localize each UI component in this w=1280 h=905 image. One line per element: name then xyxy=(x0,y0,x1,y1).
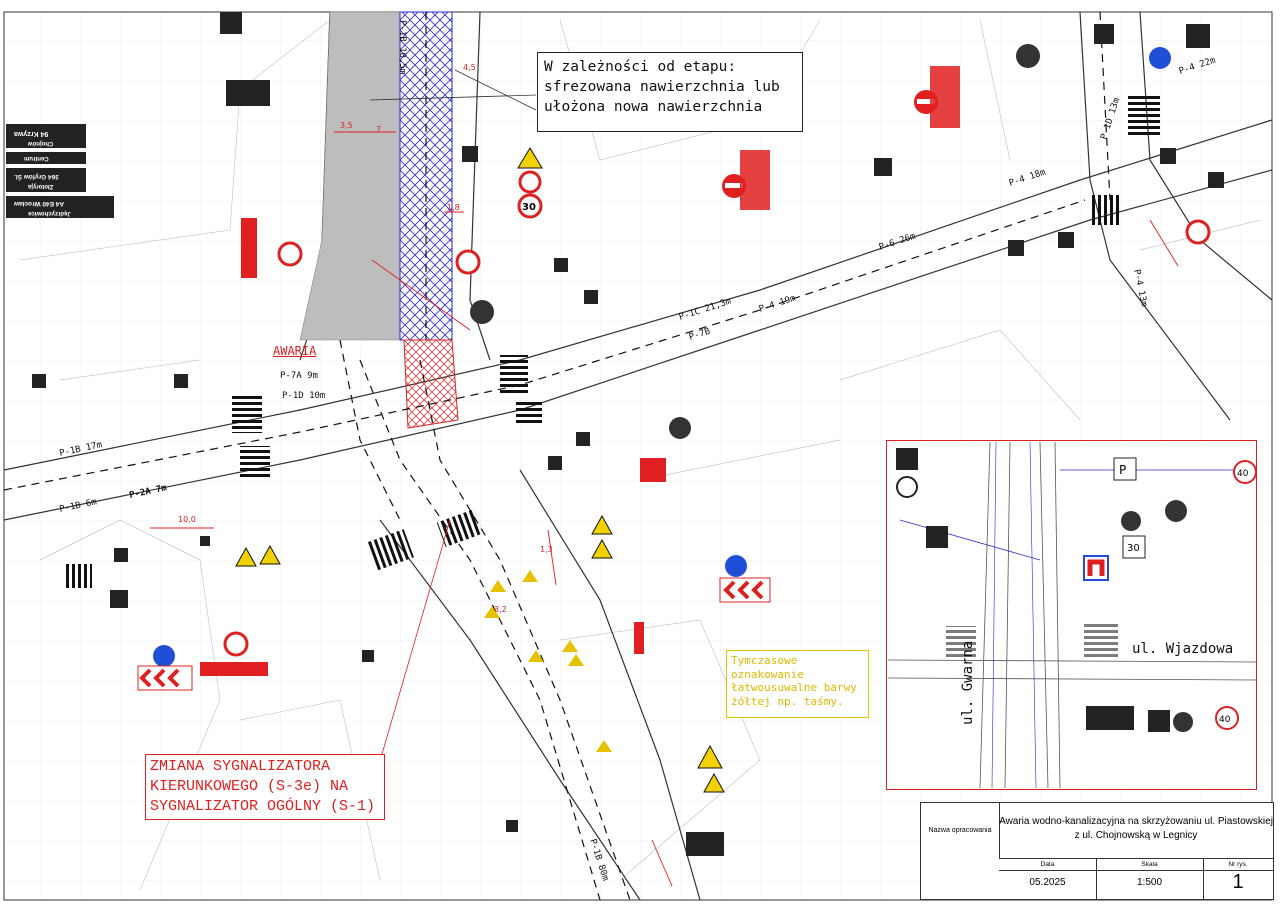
temporary-marking-note xyxy=(726,650,869,718)
svg-text:P-1B 6m: P-1B 6m xyxy=(58,497,98,515)
note-line: ułożona nowa nawierzchnia xyxy=(544,99,763,115)
svg-text:P-2A 7m: P-2A 7m xyxy=(128,483,168,501)
title-block xyxy=(920,802,1274,900)
note-line: oznakowanie xyxy=(731,667,804,681)
svg-text:P-1D 13m: P-1D 13m xyxy=(1099,96,1123,141)
note-line: SYGNALIZATOR OGÓLNY (S-1) xyxy=(150,798,376,815)
zebra-crossing-ne-2 xyxy=(1090,195,1120,225)
street-label-wjazdowa: ul. Wjazdowa xyxy=(1132,641,1234,657)
note-line: żółtej np. taśmy. xyxy=(731,694,844,708)
barrier-board xyxy=(640,458,666,482)
svg-text:P-7B: P-7B xyxy=(687,326,712,343)
barrier-board xyxy=(634,622,644,654)
svg-text:P-4 19m: P-4 19m xyxy=(757,293,798,315)
direction-sign-label: Gryfów Śl. xyxy=(14,173,47,180)
svg-text:P-4 22m: P-4 22m xyxy=(1177,55,1218,77)
svg-text:P-1B 17m: P-1B 17m xyxy=(58,440,104,459)
svg-text:P-1C 21,3m: P-1C 21,3m xyxy=(677,296,733,323)
note-line: sfrezowana nawierzchnia lub xyxy=(544,79,780,95)
no-stopping-sign-icon xyxy=(669,417,691,439)
zebra-crossing-west xyxy=(232,395,262,433)
svg-text:P-1B 10,5m: P-1B 10,5m xyxy=(397,20,407,75)
svg-text:P-4 18m: P-4 18m xyxy=(1007,167,1048,189)
keep-right-sign-icon xyxy=(153,645,175,667)
no-turn-sign-icon xyxy=(457,251,479,273)
drawing-title-line: Awaria wodno-kanalizacyjna na skrzyżowaniu ul. Piastowskiej xyxy=(999,816,1273,827)
svg-text:3,2: 3,2 xyxy=(494,605,507,614)
svg-text:40: 40 xyxy=(1237,469,1249,479)
svg-text:P-1B 80m: P-1B 80m xyxy=(587,837,611,883)
red-hatch-zone xyxy=(404,340,458,428)
direction-sign-label: Wrocław xyxy=(14,200,41,207)
date-header: Data xyxy=(999,861,1096,871)
note-line: KIERUNKOWEGO (S-3e) NA xyxy=(150,778,349,795)
date-value: 05.2025 xyxy=(1029,877,1066,888)
chevron-board-icon xyxy=(138,666,192,690)
barrier-board xyxy=(241,218,257,278)
svg-text:P-4 13m: P-4 13m xyxy=(1131,268,1149,308)
svg-text:1,8: 1,8 xyxy=(447,203,460,212)
zebra-crossing-west-2 xyxy=(240,446,270,480)
note-line: Tymczasowe xyxy=(731,654,798,667)
direction-sign-label: Chojnów xyxy=(28,140,54,146)
route-number: 94 xyxy=(40,130,49,137)
direction-sign-label: Krzywa xyxy=(14,130,39,137)
svg-text:7: 7 xyxy=(376,125,382,134)
scale-cell xyxy=(1096,859,1204,900)
direction-sign-chojnow-2 xyxy=(24,138,57,148)
sheet-header: Nr rys. xyxy=(1203,861,1273,871)
barrier-board xyxy=(200,662,268,676)
signal-change-note xyxy=(145,754,385,820)
no-turn-sign-icon xyxy=(1187,221,1209,243)
zebra-crossing-east-2 xyxy=(516,400,542,424)
route-number: 364 xyxy=(47,173,59,180)
svg-text:30: 30 xyxy=(522,202,536,213)
svg-text:P: P xyxy=(1119,463,1127,477)
no-stopping-sign-icon xyxy=(1016,44,1040,68)
svg-text:4,5: 4,5 xyxy=(463,63,476,72)
svg-text:10,0: 10,0 xyxy=(178,515,196,524)
direction-sign-jedrzychowice xyxy=(24,208,75,218)
note-line: ZMIANA SYGNALIZATORA xyxy=(150,758,331,775)
no-overtaking-sign-icon xyxy=(520,172,540,192)
direction-sign-zlotoryja xyxy=(24,181,57,191)
stage-surface-note xyxy=(537,52,803,132)
direction-sign-centrum xyxy=(20,153,53,163)
street-label-gwarna: ul. Gwarna xyxy=(960,640,976,725)
no-stopping-sign-icon xyxy=(470,300,494,324)
drawing-title-line: z ul. Chojnowską w Legnicy xyxy=(1074,830,1198,841)
route-number: E40 xyxy=(42,200,54,207)
direction-sign-label: Złotoryja xyxy=(28,183,54,189)
note-line: łatwousuwalne barwy xyxy=(731,681,857,694)
direction-sign-label: Jędrzychowice xyxy=(28,210,71,216)
sheet-cell xyxy=(1203,859,1273,900)
zebra-crossing-ne xyxy=(1128,96,1160,136)
failure-label: AWARIA xyxy=(273,344,317,358)
note-line: W zależności od etapu: xyxy=(544,59,737,75)
date-cell xyxy=(999,859,1097,900)
svg-text:3,5: 3,5 xyxy=(340,121,353,130)
barrier-board xyxy=(740,150,770,210)
zebra-crossing-east xyxy=(500,355,528,395)
chevron-board-icon xyxy=(720,578,770,602)
inset-detail-frame xyxy=(886,440,1257,790)
svg-text:P-6 26m: P-6 26m xyxy=(877,231,918,253)
svg-text:1,3: 1,3 xyxy=(540,545,553,554)
title-block-meta xyxy=(999,858,1273,900)
scale-header: Skala xyxy=(1096,861,1203,871)
svg-text:P-1D 10m: P-1D 10m xyxy=(282,391,326,401)
scale-value: 1:500 xyxy=(1136,877,1163,888)
keep-right-sign-icon xyxy=(1149,47,1171,69)
sheet-number: 1 xyxy=(1232,871,1244,893)
no-turn-sign-icon xyxy=(279,243,301,265)
title-block-label: Nazwa opracowania xyxy=(921,803,1000,858)
barrier-board xyxy=(930,66,960,128)
no-entry-sign-icon xyxy=(225,633,247,655)
direction-sign-label: Centrum xyxy=(24,155,49,161)
svg-text:40: 40 xyxy=(1219,715,1231,725)
route-number: A4 xyxy=(55,200,65,207)
keep-right-sign-icon xyxy=(725,555,747,577)
drawing-title xyxy=(999,803,1273,858)
svg-text:P-7A 9m: P-7A 9m xyxy=(280,371,318,381)
svg-text:30: 30 xyxy=(1127,543,1140,554)
zebra-crossing-far-west xyxy=(64,564,92,588)
